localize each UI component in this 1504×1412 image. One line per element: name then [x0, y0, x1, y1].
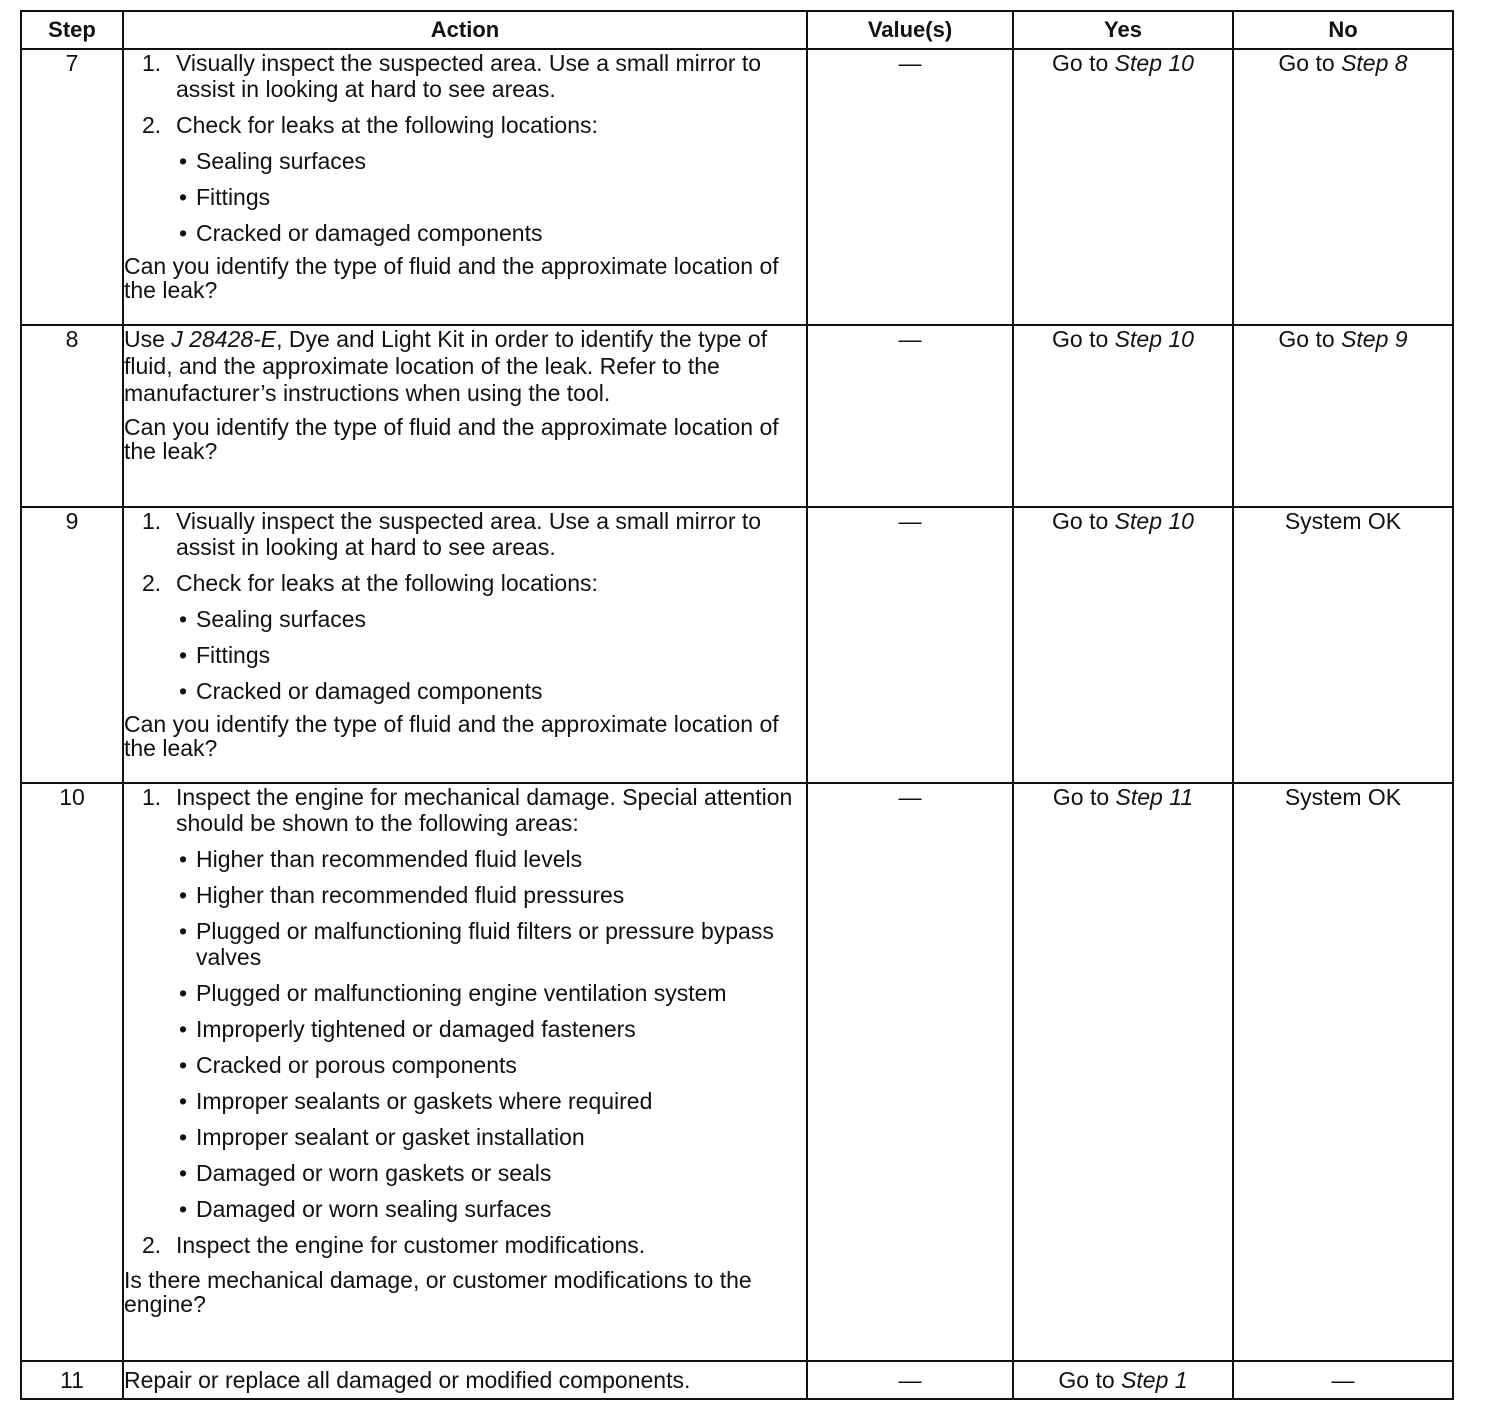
list-item — [142, 1232, 806, 1258]
header-action: Action — [123, 11, 807, 49]
step-number: 7 — [21, 49, 123, 325]
bullet-item: • Cracked or damaged components — [170, 678, 806, 704]
yes-step-link[interactable]: Step 10 — [1114, 326, 1194, 352]
item-number: 1. — [142, 50, 162, 76]
yes-step-link[interactable]: Step 10 — [1114, 50, 1194, 76]
question-text: Can you identify the type of fluid and the approximate location of the leak? — [124, 711, 779, 761]
action-cell — [123, 507, 807, 783]
yes-cell — [1013, 783, 1233, 1361]
value-cell: — — [807, 325, 1013, 507]
yes-prefix: Go to — [1052, 50, 1109, 76]
list-item — [142, 112, 806, 138]
bullet-icon: • — [178, 1124, 188, 1150]
step-number: 10 — [21, 783, 123, 1361]
diagnostic-table — [20, 10, 1454, 1400]
bullet-icon: • — [178, 1016, 188, 1042]
yes-prefix: Go to — [1052, 508, 1109, 534]
item-number: 1. — [142, 508, 162, 534]
bullet-icon: • — [178, 184, 188, 210]
yes-step-link[interactable]: Step 11 — [1115, 784, 1194, 810]
bullet-item: • Sealing surfaces — [170, 148, 806, 174]
table-row — [21, 49, 1453, 325]
tool-reference: J 28428-E — [171, 326, 277, 352]
action-cell — [123, 325, 807, 507]
item-text: Inspect the engine for customer modifications. — [176, 1232, 646, 1258]
bullet-item: • Sealing surfaces — [170, 606, 806, 632]
bullet-item: • Fittings — [170, 642, 806, 668]
bullet-icon: • — [178, 678, 188, 704]
header-values: Value(s) — [807, 11, 1013, 49]
bullet-item: • Plugged or malfunctioning fluid filters or pressure bypass valves — [170, 918, 806, 970]
bullet-icon: • — [178, 148, 188, 174]
bullet-icon: • — [178, 1052, 188, 1078]
action-cell: Repair or replace all damaged or modified components. — [123, 1361, 807, 1399]
action-cell — [123, 783, 807, 1361]
bullet-icon: • — [178, 918, 188, 944]
bullet-item: • Fittings — [170, 184, 806, 210]
no-step-link[interactable]: Step 8 — [1341, 50, 1408, 76]
yes-cell — [1013, 1361, 1233, 1399]
item-text: Visually inspect the suspected area. Use a small mirror to assist in looking at hard to see areas. — [176, 508, 762, 560]
table-row — [21, 507, 1453, 783]
no-prefix: Go to — [1278, 326, 1335, 352]
step-number: 9 — [21, 507, 123, 783]
bullet-icon: • — [178, 882, 188, 908]
item-number: 2. — [142, 570, 162, 596]
question-text: Is there mechanical damage, or customer modifications to the engine? — [124, 1267, 752, 1317]
header-row — [21, 11, 1453, 49]
yes-step-link[interactable]: Step 10 — [1114, 508, 1194, 534]
bullet-item: • Improperly tightened or damaged fasteners — [170, 1016, 806, 1042]
question-text: Can you identify the type of fluid and the approximate location of the leak? — [124, 253, 779, 303]
yes-cell — [1013, 507, 1233, 783]
table-row — [21, 783, 1453, 1361]
header-yes: Yes — [1013, 11, 1233, 49]
yes-prefix: Go to — [1052, 326, 1109, 352]
bullet-item: • Higher than recommended fluid levels — [170, 846, 806, 872]
value-cell: — — [807, 49, 1013, 325]
bullet-icon: • — [178, 1160, 188, 1186]
bullet-item: • Cracked or damaged components — [170, 220, 806, 246]
item-number: 2. — [142, 112, 162, 138]
item-text: Check for leaks at the following locations: — [176, 112, 598, 138]
value-cell: — — [807, 507, 1013, 783]
bullet-icon: • — [178, 980, 188, 1006]
bullet-icon: • — [178, 1088, 188, 1114]
item-number: 2. — [142, 1232, 162, 1258]
bullet-item: • Plugged or malfunctioning engine ventilation system — [170, 980, 806, 1006]
item-number: 1. — [142, 784, 162, 810]
bullet-item: • Cracked or porous components — [170, 1052, 806, 1078]
bullet-item: • Damaged or worn gaskets or seals — [170, 1160, 806, 1186]
no-cell: System OK — [1233, 507, 1453, 783]
bullet-item: • Damaged or worn sealing surfaces — [170, 1196, 806, 1222]
step-number: 11 — [21, 1361, 123, 1399]
bullet-item: • Higher than recommended fluid pressures — [170, 882, 806, 908]
table-row — [21, 325, 1453, 507]
bullet-icon: • — [178, 642, 188, 668]
yes-prefix: Go to — [1058, 1367, 1115, 1393]
no-cell — [1233, 49, 1453, 325]
bullet-icon: • — [178, 606, 188, 632]
no-cell: System OK — [1233, 783, 1453, 1361]
list-item — [142, 50, 806, 102]
table-row — [21, 1361, 1453, 1399]
yes-cell — [1013, 49, 1233, 325]
action-cell — [123, 49, 807, 325]
yes-prefix: Go to — [1052, 784, 1110, 810]
question-text: Can you identify the type of fluid and the approximate location of the leak? — [124, 414, 779, 464]
item-text: Inspect the engine for mechanical damage. Special attention should be shown to the following areas: — [176, 784, 793, 836]
list-item — [142, 508, 806, 560]
no-cell — [1233, 325, 1453, 507]
yes-cell — [1013, 325, 1233, 507]
item-text: Check for leaks at the following locations: — [176, 570, 598, 596]
no-prefix: Go to — [1278, 50, 1335, 76]
bullet-icon: • — [178, 846, 188, 872]
yes-step-link[interactable]: Step 1 — [1121, 1367, 1188, 1393]
bullet-item: • Improper sealant or gasket installation — [170, 1124, 806, 1150]
no-cell: — — [1233, 1361, 1453, 1399]
value-cell: — — [807, 783, 1013, 1361]
list-item — [142, 570, 806, 596]
bullet-icon: • — [178, 1196, 188, 1222]
value-cell: — — [807, 1361, 1013, 1399]
no-step-link[interactable]: Step 9 — [1341, 326, 1408, 352]
list-item — [142, 784, 806, 836]
header-step: Step — [21, 11, 123, 49]
step-number: 8 — [21, 325, 123, 507]
bullet-item: • Improper sealants or gaskets where required — [170, 1088, 806, 1114]
item-text: Visually inspect the suspected area. Use a small mirror to assist in looking at hard to see areas. — [176, 50, 762, 102]
bullet-icon: • — [178, 220, 188, 246]
action-paragraph: Use J 28428-E, Dye and Light Kit in order to identify the type of fluid, and the approximate location of the leak. Refer to the manufacturer’s instructions when using the tool. — [124, 326, 768, 406]
header-no: No — [1233, 11, 1453, 49]
